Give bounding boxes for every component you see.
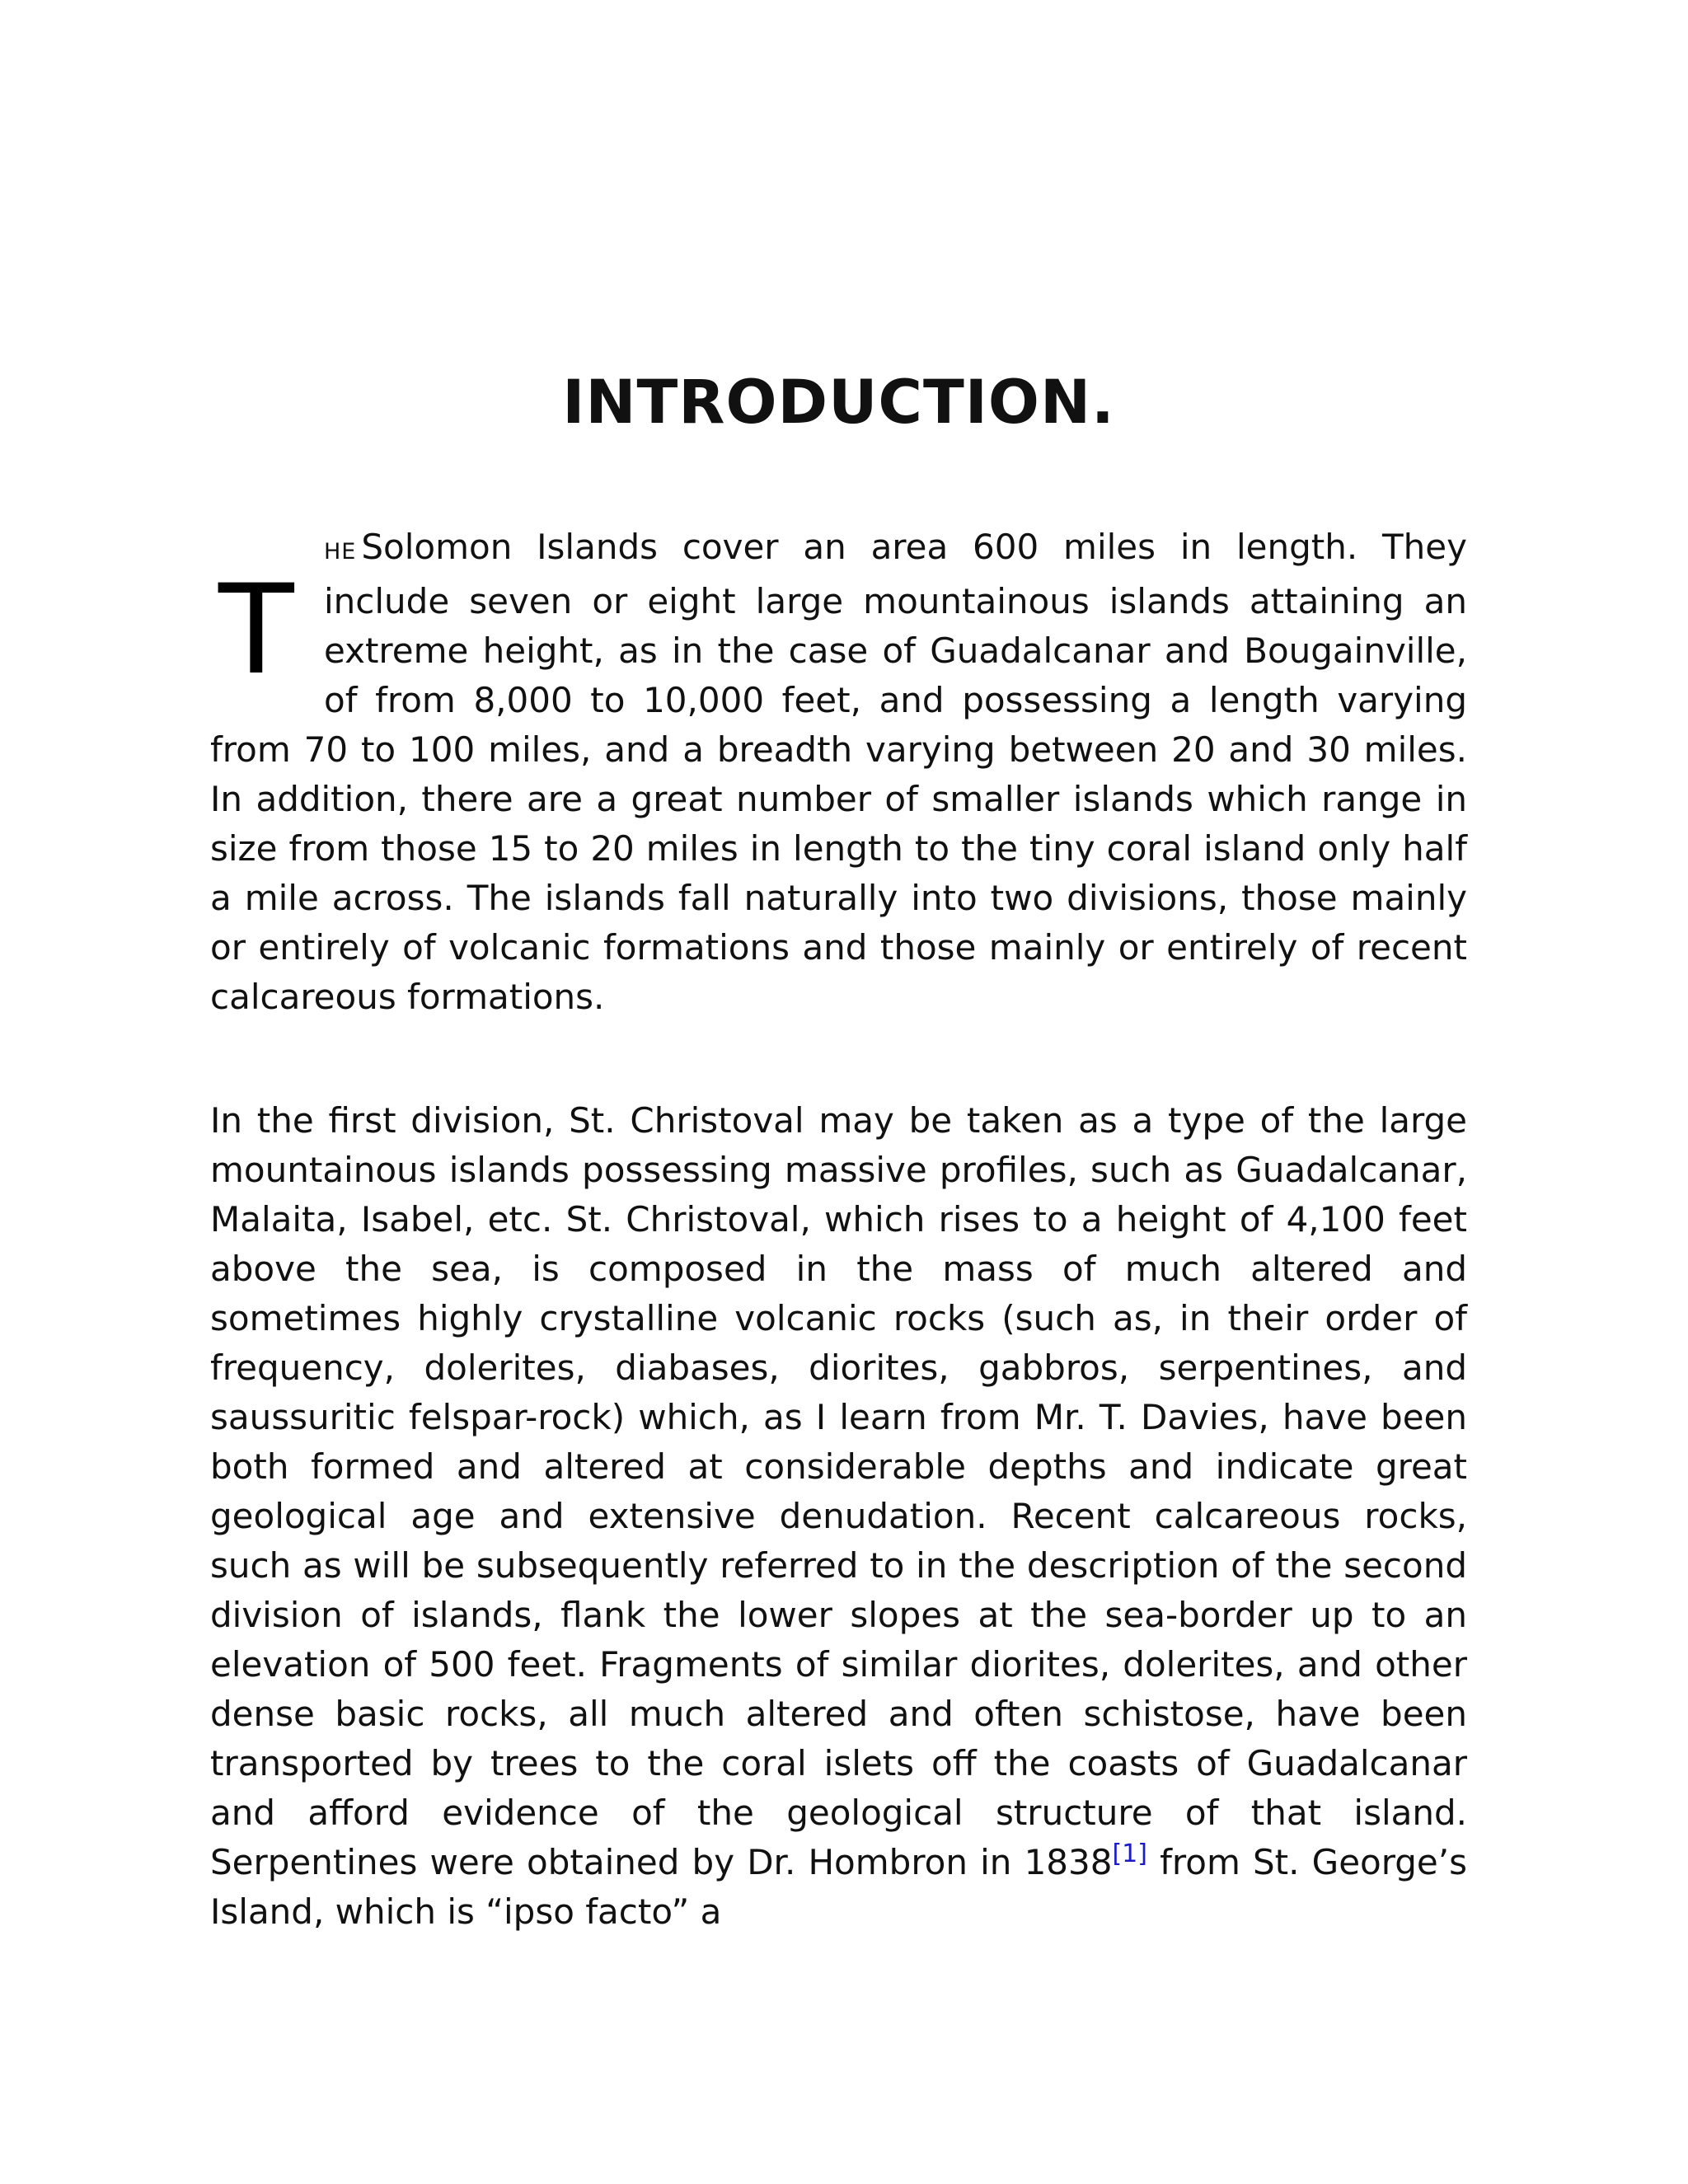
small-caps-lead: HE [324,539,357,565]
paragraph-2-text-continued: from St. George’s Island, which is “ipso facto” a [210,1842,1467,1932]
drop-cap: T [218,559,294,702]
footnote-link[interactable]: [1] [1112,1840,1147,1868]
paragraph-2 [210,1096,1467,1937]
paragraph-2-text: In the first division, St. Christoval may be taken as a type of the large mountainous islands possessing massive profiles, such as Guadalcanar, Malaita, Isabel, etc. St. Christoval, which rises to a height of 4,100 feet above the sea, is composed in the mass of much altered and sometimes highly crystalline volcanic rocks (such as, in their order of frequency, dolerites, diabases, diorites, gabbros, serpentines, and saussuritic felspar-rock) which, as I learn from Mr. T. Davies, have been both formed and altered at considerable depths and indicate great geological age and extensive denudation. Recent calcareous rocks, such as will be subsequently referred to in the description of the second division of islands, flank the lower slopes at the sea-border up to an elevation of 500 feet. Fragments of similar diorites, dolerites, and other dense basic rocks, all much altered and often schistose, have been transported by trees to the coral islets off the coasts of Guadalcanar and afford evidence of the geological structure of that island. Serpentines were obtained by Dr. Hombron in 1838 [210,1100,1467,1882]
paragraph-1-text: Solomon Islands cover an area 600 miles in length. They include seven or eight large mountainous islands attaining an extreme height, as in the case of Guadalcanar and Bougainville, of from 8,000 to 10,000 feet, and possessing a length varying from 70 to 100 miles, and a breadth varying between 20 and 30 miles. In addition, there are a great number of smaller islands which range in size from those 15 to 20 miles in length to the tiny coral island only half a mile across. The islands fall naturally into two divisions, those mainly or entirely of volcanic formations and those mainly or entirely of recent calcareous formations. [210,527,1467,1017]
paragraph-1 [210,523,1467,1022]
chapter-title: INTRODUCTION. [562,368,1115,438]
